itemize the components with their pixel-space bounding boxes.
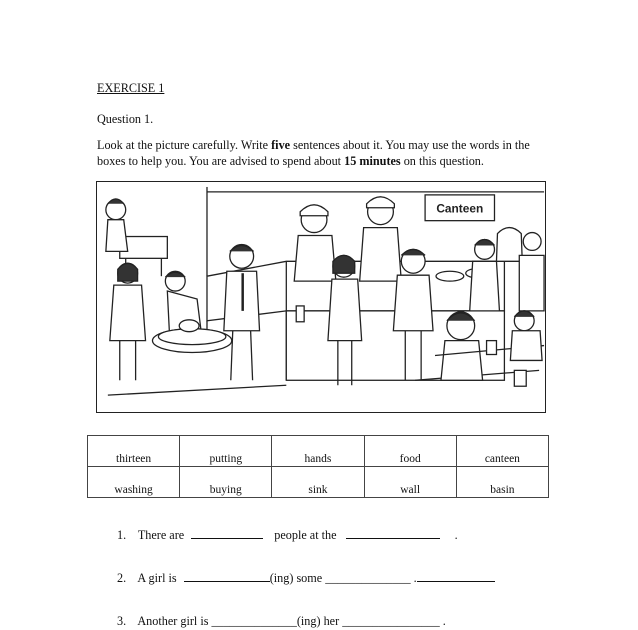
word-cell: basin bbox=[456, 467, 548, 498]
word-cell: food bbox=[364, 436, 456, 467]
instr-part1: Look at the picture carefully. Write bbox=[97, 138, 272, 152]
word-cell: thirteen bbox=[88, 436, 180, 467]
word-box-table bbox=[87, 435, 549, 498]
answer-blank[interactable] bbox=[417, 569, 495, 582]
word-cell: putting bbox=[180, 436, 272, 467]
word-cell: washing bbox=[88, 467, 180, 498]
sentence-number: 2. bbox=[117, 571, 127, 585]
instr-bold-minutes: 15 minutes bbox=[344, 154, 401, 168]
word-row bbox=[88, 467, 549, 498]
question-label: Question 1. bbox=[97, 112, 154, 126]
instr-part2: sentences about it. You may use the words in the boxes to help you. You are advised to spend about bbox=[97, 138, 530, 168]
instr-bold-five: five bbox=[271, 138, 291, 152]
canteen-illustration bbox=[96, 181, 546, 413]
instructions-text bbox=[97, 137, 549, 169]
answer-blank[interactable] bbox=[184, 569, 270, 582]
sentence-text: (ing) some bbox=[269, 571, 323, 585]
sentence-text: A girl is bbox=[137, 571, 177, 585]
sentence-text: ________________ . bbox=[342, 614, 446, 628]
sentence-text: people at the bbox=[274, 528, 337, 542]
sentence-text: . bbox=[454, 528, 458, 542]
word-cell: canteen bbox=[456, 436, 548, 467]
sentence-number: 1. bbox=[117, 528, 127, 542]
exercise-heading: EXERCISE 1 bbox=[97, 81, 165, 95]
answer-blank[interactable] bbox=[346, 526, 440, 539]
sentence-text: ______________(ing) her bbox=[211, 614, 340, 628]
word-cell: wall bbox=[364, 467, 456, 498]
word-cell: buying bbox=[180, 467, 272, 498]
canteen-sign-text: Canteen bbox=[436, 201, 484, 216]
sentence-1 bbox=[117, 526, 458, 543]
word-row bbox=[88, 436, 549, 467]
sentence-2 bbox=[117, 569, 495, 586]
word-cell: sink bbox=[272, 467, 364, 498]
answer-blank[interactable] bbox=[191, 526, 263, 539]
word-cell: hands bbox=[272, 436, 364, 467]
sentence-3 bbox=[117, 614, 446, 629]
sentence-text: Another girl is bbox=[137, 614, 209, 628]
sentence-number: 3. bbox=[117, 614, 127, 628]
instr-part3: on this question. bbox=[400, 154, 484, 168]
sentence-text: There are bbox=[137, 528, 185, 542]
sentence-text: ______________ . bbox=[325, 571, 417, 585]
